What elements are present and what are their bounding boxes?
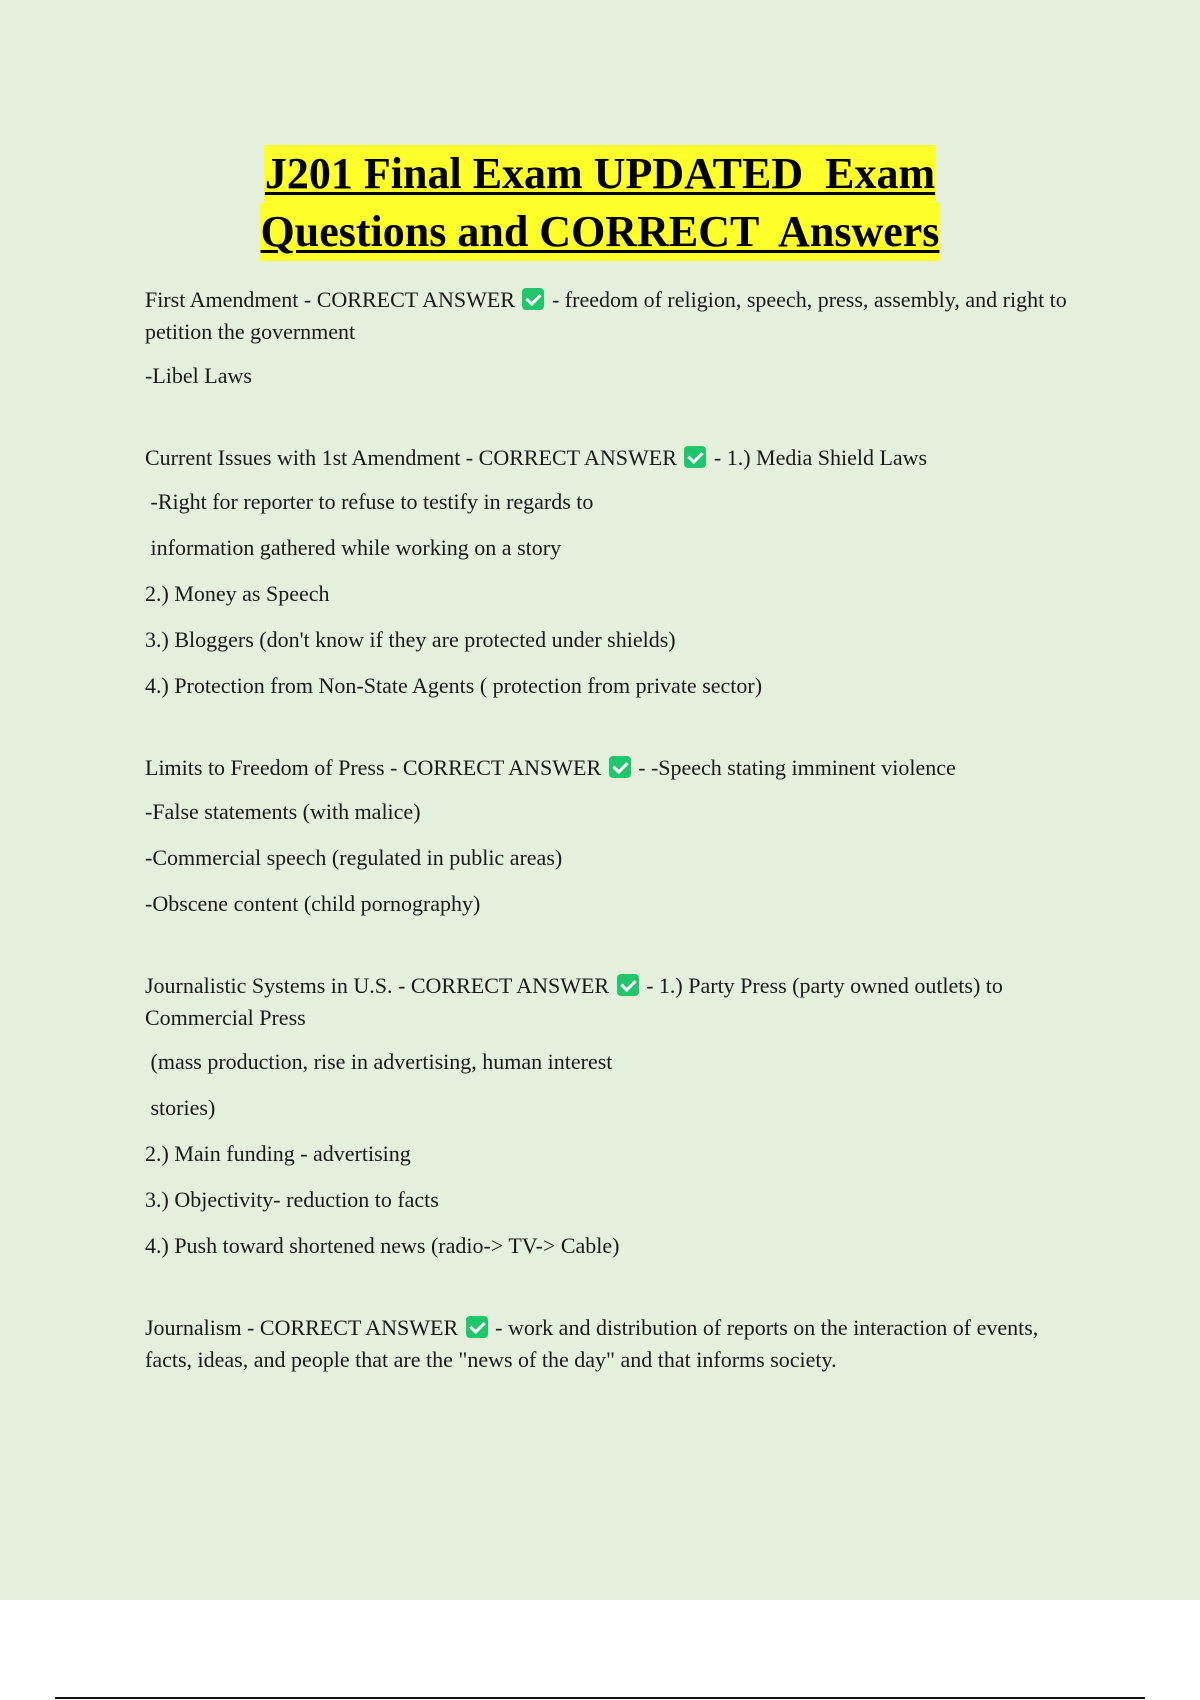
- green-check-box-icon: [522, 288, 544, 310]
- qa-question: [145, 284, 1085, 348]
- qa-line: 2.) Main funding - advertising: [145, 1141, 411, 1166]
- answer-marker: CORRECT ANSWER: [259, 1315, 459, 1340]
- qa-line: 3.) Objectivity- reduction to facts: [145, 1187, 439, 1212]
- qa-term: Journalism -: [145, 1315, 260, 1340]
- green-check-box-icon: [609, 756, 631, 778]
- qa-question: [145, 1312, 1085, 1376]
- qa-answer: - -Speech stating imminent violence: [638, 755, 956, 780]
- footer-divider: [55, 1697, 1145, 1699]
- qa-list: [145, 284, 1085, 1426]
- qa-answer: - 1.) Party Press (party owned outlets) to Commercial Press: [145, 973, 1003, 1030]
- qa-question: [145, 752, 1085, 784]
- qa-line: information gathered while working on a story: [145, 535, 562, 560]
- qa-term: Limits to Freedom of Press -: [145, 755, 403, 780]
- qa-line: -Libel Laws: [145, 363, 252, 388]
- green-check-box-icon: [617, 974, 639, 996]
- qa-line: -False statements (with malice): [145, 799, 421, 824]
- qa-term: First Amendment -: [145, 287, 317, 312]
- green-check-box-icon: [466, 1316, 488, 1338]
- qa-line: 2.) Money as Speech: [145, 581, 330, 606]
- qa-line: 4.) Push toward shortened news (radio-> TV-> Cable): [145, 1233, 620, 1258]
- qa-term: Journalistic Systems in U.S. -: [145, 973, 411, 998]
- qa-question: [145, 970, 1085, 1034]
- qa-entry: [145, 1312, 1085, 1376]
- qa-answer: - freedom of religion, speech, press, assembly, and right to petition the government: [145, 287, 1067, 344]
- qa-answer: - work and distribution of reports on the interaction of events, facts, ideas, and people that are the "news of the day" and that informs society.: [145, 1315, 1039, 1372]
- qa-answer: - 1.) Media Shield Laws: [713, 445, 928, 470]
- qa-line: -Commercial speech (regulated in public areas): [145, 845, 563, 870]
- qa-line: 3.) Bloggers (don't know if they are protected under shields): [145, 627, 676, 652]
- answer-marker: CORRECT ANSWER: [410, 973, 610, 998]
- qa-line: stories): [145, 1095, 216, 1120]
- answer-marker: CORRECT ANSWER: [402, 755, 602, 780]
- qa-term: Current Issues with 1st Amendment -: [145, 445, 479, 470]
- qa-question: [145, 442, 1085, 474]
- qa-entry: [145, 442, 1085, 702]
- title-line-2: Questions and CORRECT Answers: [260, 203, 941, 261]
- qa-line: (mass production, rise in advertising, human interest: [145, 1049, 613, 1074]
- qa-line: 4.) Protection from Non-State Agents ( protection from private sector): [145, 673, 763, 698]
- qa-line: -Right for reporter to refuse to testify in regards to: [145, 489, 594, 514]
- title-line-1: J201 Final Exam UPDATED Exam: [264, 145, 936, 203]
- qa-entry: [145, 752, 1085, 920]
- qa-line: -Obscene content (child pornography): [145, 891, 481, 916]
- qa-entry: [145, 284, 1085, 392]
- qa-entry: [145, 970, 1085, 1262]
- document-title: [0, 145, 1200, 261]
- answer-marker: CORRECT ANSWER: [478, 445, 677, 470]
- green-check-box-icon: [684, 446, 706, 468]
- answer-marker: CORRECT ANSWER: [316, 287, 515, 312]
